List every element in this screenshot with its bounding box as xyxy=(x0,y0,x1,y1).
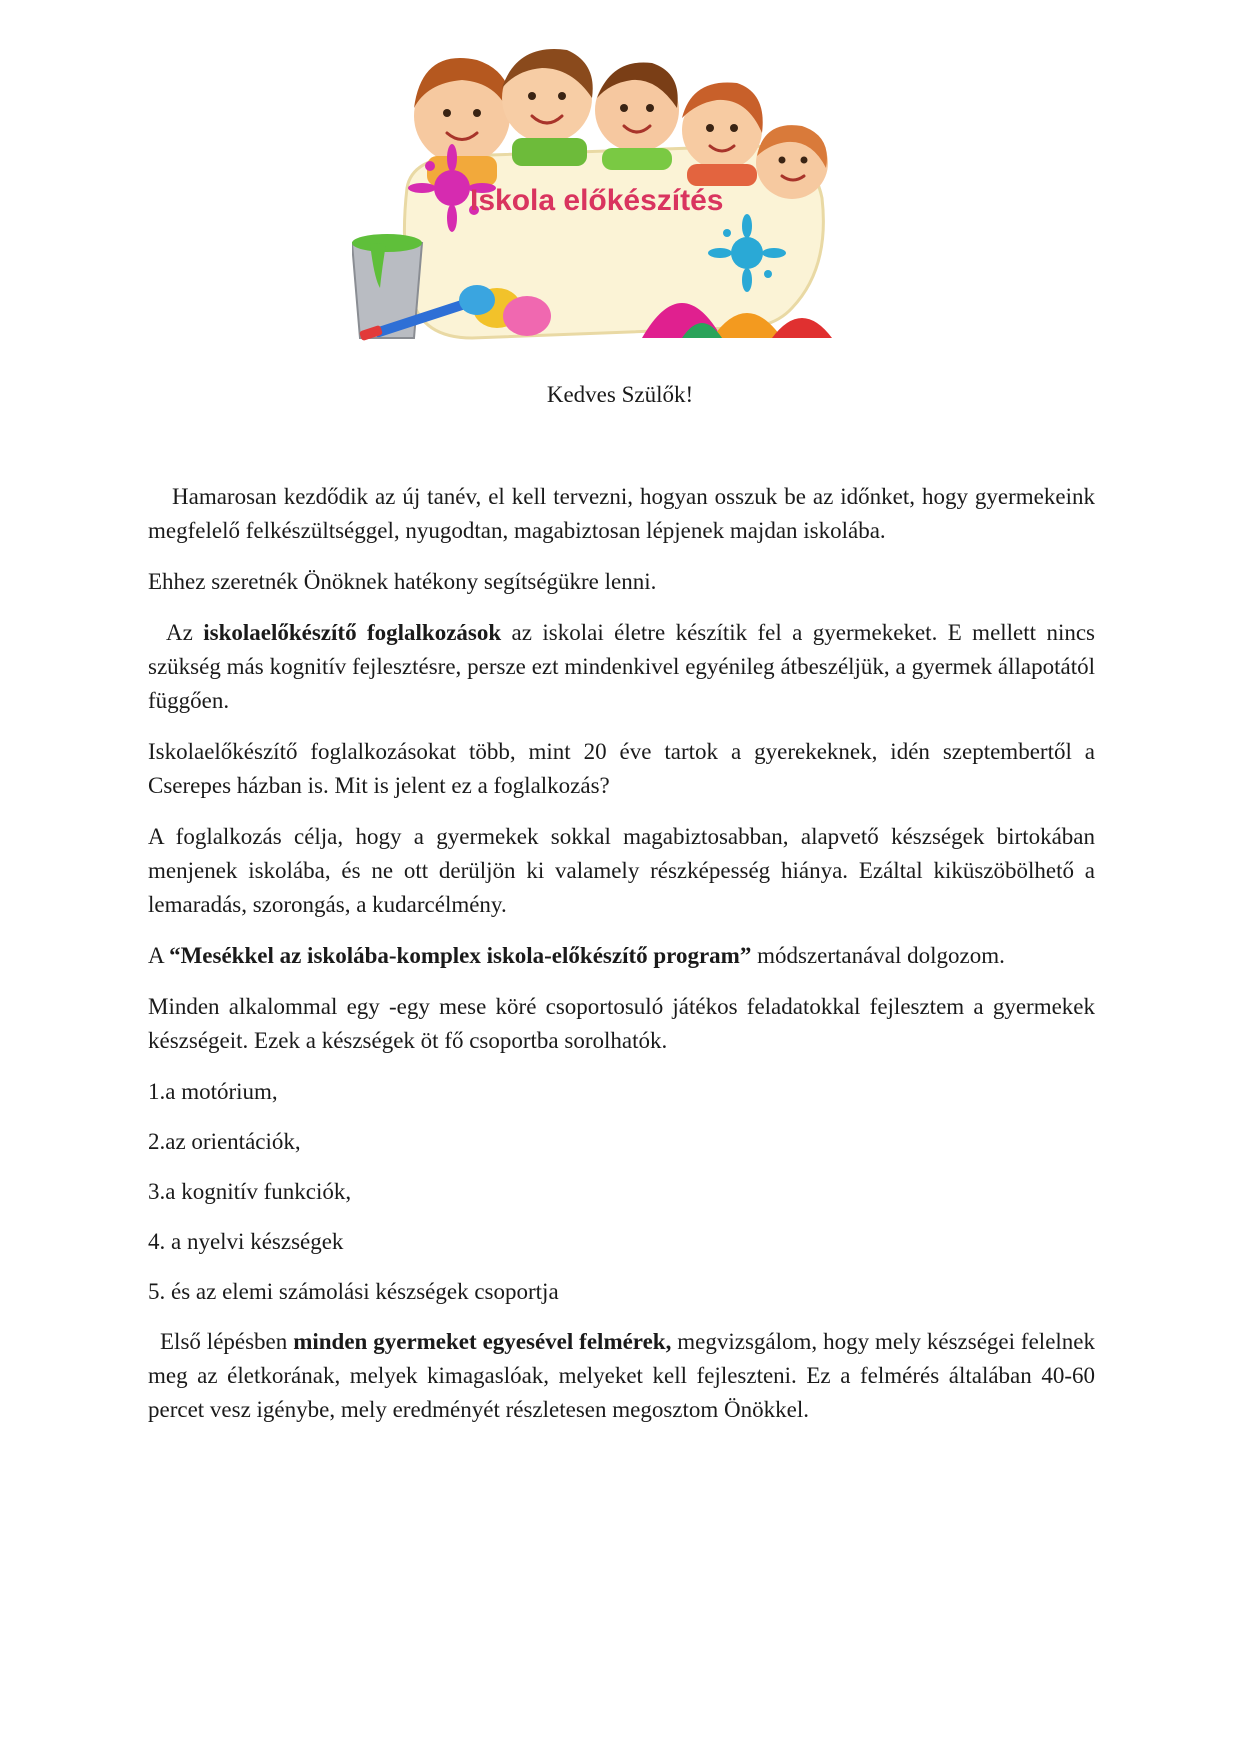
paragraph-program: A “Mesékkel az iskolába-komplex iskola-előkészítő program” módszertanával dolgozom. xyxy=(148,943,1005,968)
paragraph-foglalkozasok: Az iskolaelőkészítő foglalkozások az iskolai életre készítik fel a gyermekeket. E mellett nincs szükség más kognitív fejlesztésre, persze ezt mindenkivel egyénileg átbeszéljük, a gyermek állapotától függően. xyxy=(148,620,1095,713)
paragraph-intro: Hamarosan kezdődik az új tanév, el kell tervezni, hogyan osszuk be az időnket, hogy gyermekeink megfelelő felkészültséggel, nyugodtan, magabiztosan lépjenek majdan iskolába. xyxy=(148,484,1095,543)
greeting-line: Kedves Szülők! xyxy=(546,382,694,407)
list-item: 3.a kognitív funkciók, xyxy=(148,1179,352,1204)
list-item: 1.a motórium, xyxy=(148,1079,278,1104)
emphasis-program-name: “Mesékkel az iskolába-komplex iskola-előkészítő program” xyxy=(169,943,752,968)
paragraph-method: Minden alkalommal egy -egy mese köré csoportosuló játékos feladatokkal fejlesztem a gyermekek készségeit. Ezek a készségek öt fő csoportba sorolhatók. xyxy=(148,994,1095,1053)
paragraph-goal: A foglalkozás célja, hogy a gyermekek sokkal magabiztosabban, alapvető készségek birtokában menjenek iskolába, és ne ott derüljön ki valamely részképesség hiánya. Ezáltal kiküszöbölhető a lemaradás, szorongás, a kudarcélmény. xyxy=(148,824,1095,917)
list-item: 5. és az elemi számolási készségek csoportja xyxy=(148,1279,559,1304)
paragraph-assessment: Első lépésben minden gyermeket egyesével felmérek, megvizsgálom, hogy mely készségei felelnek meg az életkorának, melyek kimagaslóak, melyeket kell fejleszteni. Ez a felmérés általában 40-60 percet vesz igénybe, mely eredményét részletesen megosztom Önökkel. xyxy=(148,1329,1095,1422)
paragraph-help: Ehhez szeretnék Önöknek hatékony segítségükre lenni. xyxy=(148,569,657,594)
paragraph-experience: Iskolaelőkészítő foglalkozásokat több, mint 20 éve tartok a gyerekeknek, idén szeptembertől a Cserepes házban is. Mit is jelent ez a foglalkozás? xyxy=(148,739,1095,798)
banner-title: Iskola előkészítés xyxy=(470,184,724,217)
emphasis-iskolaelokeszito: iskolaelőkészítő foglalkozások xyxy=(203,620,502,645)
emphasis-assessment: minden gyermeket egyesével felmérek, xyxy=(293,1329,672,1354)
letter-body xyxy=(148,480,1095,1444)
list-item: 2.az orientációk, xyxy=(148,1129,301,1154)
list-item: 4. a nyelvi készségek xyxy=(148,1229,344,1254)
iskola-elokeszites-banner xyxy=(352,38,842,360)
